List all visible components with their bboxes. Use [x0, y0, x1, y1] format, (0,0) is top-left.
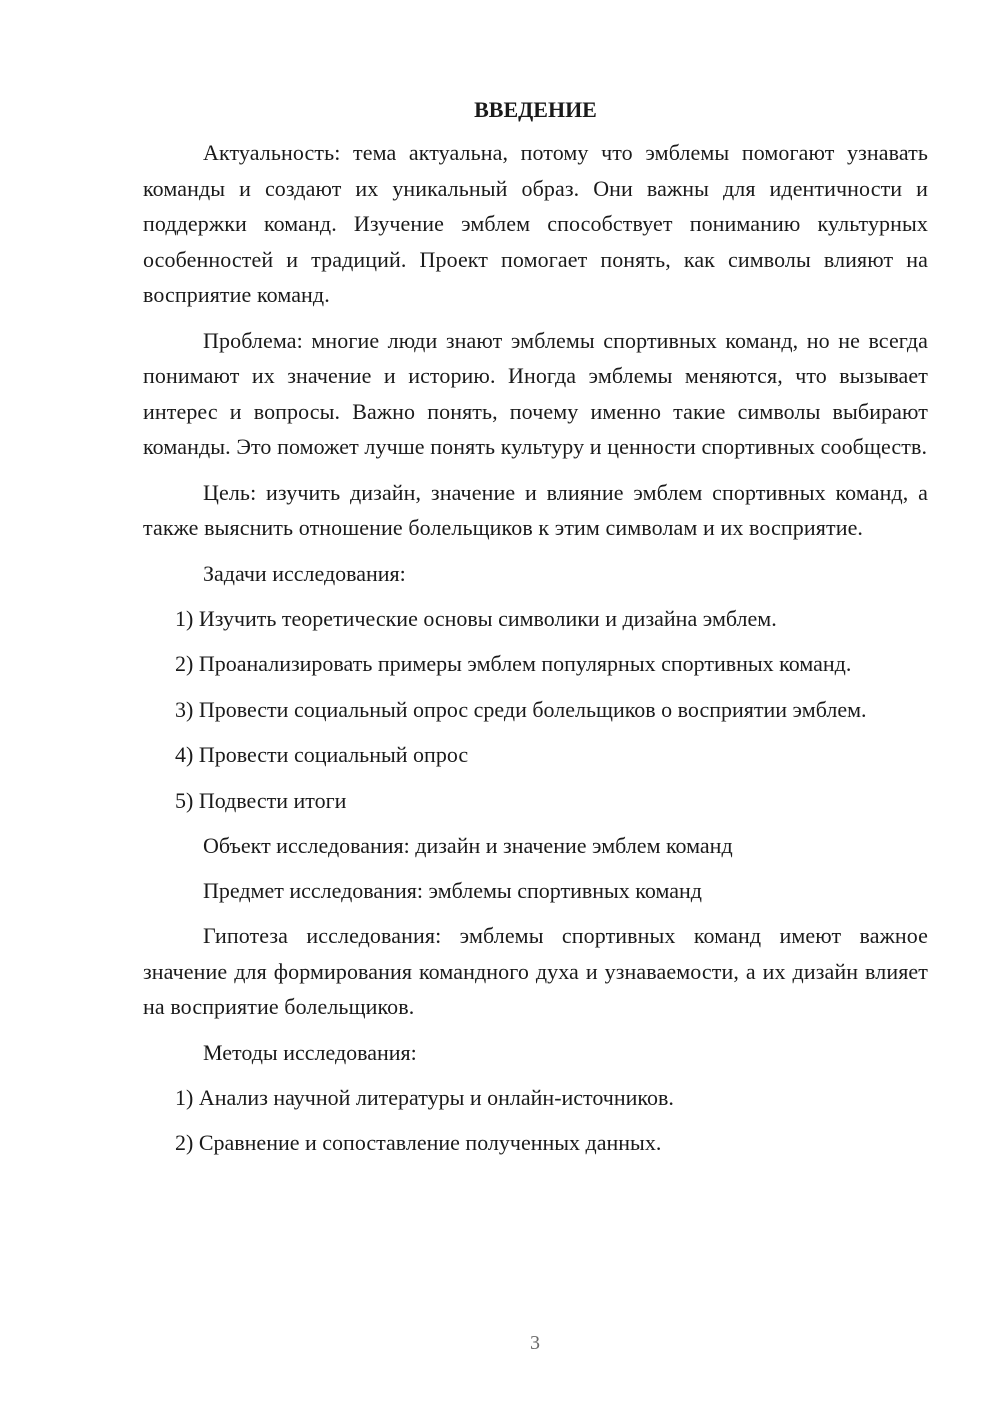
- method-item-1: 1) Анализ научной литературы и онлайн-источников.: [175, 1084, 674, 1110]
- task-item-3: 3) Провести социальный опрос среди болельщиков о восприятии эмблем.: [175, 696, 867, 722]
- page-number: 3: [530, 1332, 540, 1354]
- goal-paragraph: Цель: изучить дизайн, значение и влияние эмблем спортивных команд, а также выяснить отношение болельщиков к этим символам и их восприятие.: [143, 479, 928, 540]
- hypothesis-paragraph: Гипотеза исследования: эмблемы спортивных команд имеют важное значение для формирования командного духа и узнаваемости, а их дизайн влияет на восприятие болельщиков.: [143, 923, 928, 1019]
- page-title: ВВЕДЕНИЕ: [474, 97, 597, 122]
- relevance-paragraph: Актуальность: тема актуальна, потому что эмблемы помогают узнавать команды и создают их уникальный образ. Они важны для идентичности и поддержки команд. Изучение эмблем способствует пониманию культурных особенностей и традиций. Проект помогает понять, как символы влияют на восприятие команд.: [143, 140, 928, 307]
- method-item-2: 2) Сравнение и сопоставление полученных данных.: [175, 1130, 662, 1155]
- tasks-heading: Задачи исследования:: [203, 560, 406, 586]
- task-item-4: 4) Провести социальный опрос: [175, 742, 469, 767]
- research-object: Объект исследования: дизайн и значение эмблем команд: [203, 833, 733, 858]
- research-subject: Предмет исследования: эмблемы спортивных команд: [203, 878, 702, 903]
- task-item-1: 1) Изучить теоретические основы символики и дизайна эмблем.: [175, 605, 777, 631]
- methods-heading: Методы исследования:: [203, 1039, 417, 1065]
- problem-paragraph: Проблема: многие люди знают эмблемы спортивных команд, но не всегда понимают их значение и историю. Иногда эмблемы меняются, что вызывает интерес и вопросы. Важно понять, почему именно такие символы выбирают команды. Это поможет лучше понять культуру и ценности спортивных сообществ.: [143, 327, 928, 459]
- document-page: [143, 92, 928, 1171]
- task-item-2: 2) Проанализировать примеры эмблем популярных спортивных команд.: [175, 651, 852, 676]
- task-item-5: 5) Подвести итоги: [175, 787, 347, 813]
